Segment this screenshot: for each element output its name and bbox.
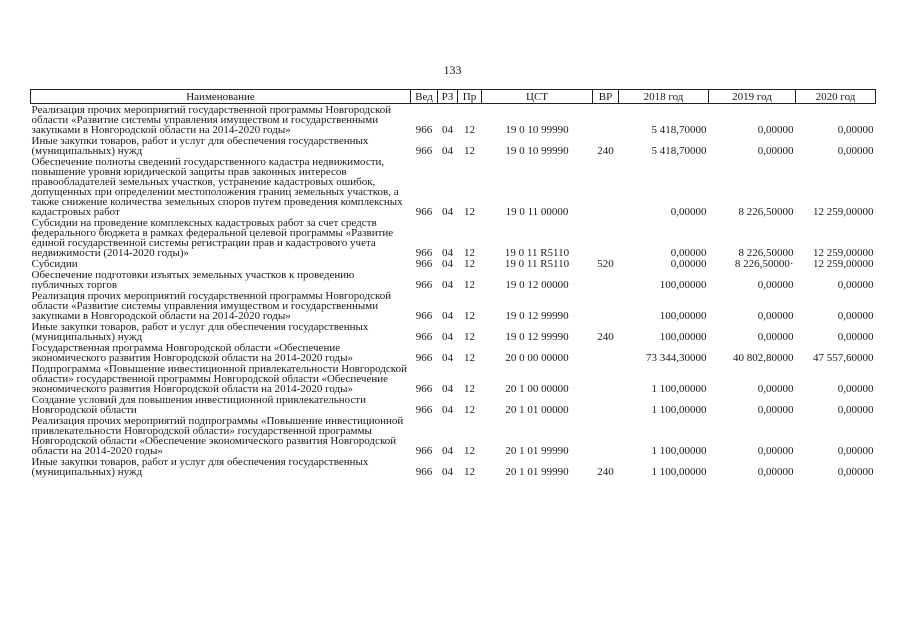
row-name: Иные закупки товаров, работ и услуг для обеспечения государственных (муниципальных) нужд — [31, 456, 369, 478]
row-rz: 04 — [442, 247, 453, 259]
row-rz: 04 — [442, 145, 453, 157]
row-ved: 966 — [415, 445, 433, 457]
row-rz: 04 — [442, 279, 453, 291]
row-rz: 04 — [442, 124, 453, 136]
row-2018: 0,00000 — [670, 206, 707, 218]
row-pr: 12 — [464, 383, 475, 395]
row-vr — [593, 104, 619, 136]
row-ved: 966 — [415, 247, 433, 259]
header-2019: 2019 год — [709, 90, 796, 104]
row-2018: 100,00000 — [659, 331, 707, 343]
row-2018: 1 100,00000 — [651, 404, 707, 416]
row-2018: 5 418,70000 — [651, 145, 707, 157]
row-vr — [593, 290, 619, 321]
row-2020: 0,00000 — [837, 310, 874, 322]
row-vr — [593, 394, 619, 415]
row-ved: 966 — [415, 383, 433, 395]
row-name: Реализация прочих мероприятий государственной программы Новгородской области «Развитие системы управления имуществом и государственными закупками в Новгородской области на 2014-2020 годы» — [31, 290, 392, 322]
row-rz: 04 — [442, 310, 453, 322]
table-header-row — [31, 90, 876, 104]
row-2019: 8 226,50000 — [738, 247, 794, 259]
row-rz: 04 — [442, 352, 453, 364]
page-number: 133 — [443, 63, 462, 77]
row-2019: 0,00000 — [757, 445, 794, 457]
row-ved: 966 — [415, 310, 433, 322]
row-pr: 12 — [464, 331, 475, 343]
row-rz: 04 — [442, 331, 453, 343]
row-pr: 12 — [464, 247, 475, 259]
row-ved: 966 — [415, 258, 433, 270]
row-vr — [593, 217, 619, 258]
row-cst: 20 0 00 00000 — [505, 352, 569, 364]
row-pr: 12 — [464, 279, 475, 291]
row-2020: 47 557,60000 — [813, 352, 874, 364]
row-cst: 19 0 12 99990 — [505, 331, 569, 343]
row-cst: 19 0 10 99990 — [505, 124, 569, 136]
row-ved: 966 — [415, 466, 433, 478]
row-name: Реализация прочих мероприятий подпрограммы «Повышение инвестиционной привлекательности Новгородской области» государственной программы Новгородской области «Обеспечение экономического развития Новгородской области на 2014-2020 годы» — [31, 415, 404, 457]
row-cst: 19 0 11 R5110 — [504, 247, 570, 259]
row-cst: 19 0 10 99990 — [505, 145, 569, 157]
row-2020: 0,00000 — [837, 404, 874, 416]
table-row — [31, 415, 876, 456]
row-2019: 0,00000 — [757, 383, 794, 395]
row-pr: 12 — [464, 310, 475, 322]
row-2018: 1 100,00000 — [651, 445, 707, 457]
row-2019: 8 226,50000· — [734, 258, 794, 270]
row-rz: 04 — [442, 383, 453, 395]
table-row — [31, 258, 876, 269]
header-2020: 2020 год — [796, 90, 876, 104]
budget-table — [30, 89, 876, 477]
row-vr: 520 — [597, 258, 614, 270]
row-2019: 0,00000 — [757, 404, 794, 416]
row-2020: 0,00000 — [837, 331, 874, 343]
row-2019: 8 226,50000 — [738, 206, 794, 218]
row-2020: 12 259,00000 — [813, 247, 874, 259]
header-name: Наименование — [31, 90, 411, 104]
row-2020: 12 259,00000 — [813, 206, 874, 218]
row-2019: 0,00000 — [757, 310, 794, 322]
row-name: Иные закупки товаров, работ и услуг для обеспечения государственных (муниципальных) нужд — [31, 135, 369, 157]
row-vr — [593, 342, 619, 363]
row-2018: 1 100,00000 — [651, 383, 707, 395]
row-ved: 966 — [415, 145, 433, 157]
row-pr: 12 — [464, 404, 475, 416]
row-ved: 966 — [415, 352, 433, 364]
row-2018: 0,00000 — [670, 258, 707, 270]
row-name: Субсидии на проведение комплексных кадастровых работ за счет средств федерального бюджета в рамках федеральной целевой программы «Развитие единой государственной системы регистрации прав и кадастрового учета недвижимости (2014-2020 годы)» — [31, 217, 394, 259]
header-pr: Пр — [458, 90, 482, 104]
table-row — [31, 394, 876, 415]
table-row — [31, 290, 876, 321]
table-row — [31, 342, 876, 363]
row-cst: 19 0 12 99990 — [505, 310, 569, 322]
row-pr: 12 — [464, 258, 475, 270]
table-row — [31, 363, 876, 394]
row-pr: 12 — [464, 124, 475, 136]
row-2018: 100,00000 — [659, 310, 707, 322]
row-2019: 40 802,80000 — [733, 352, 794, 364]
row-pr: 12 — [464, 352, 475, 364]
row-vr — [593, 269, 619, 290]
row-cst: 20 1 01 00000 — [505, 404, 569, 416]
row-vr: 240 — [597, 466, 614, 478]
row-vr: 240 — [597, 331, 614, 343]
row-cst: 20 1 01 99990 — [505, 466, 569, 478]
row-2020: 0,00000 — [837, 445, 874, 457]
table-row — [31, 456, 876, 477]
row-2019: 0,00000 — [757, 124, 794, 136]
row-2019: 0,00000 — [757, 331, 794, 343]
row-ved: 966 — [415, 124, 433, 136]
row-cst: 19 0 12 00000 — [505, 279, 569, 291]
row-ved: 966 — [415, 206, 433, 218]
row-rz: 04 — [442, 445, 453, 457]
table-row — [31, 217, 876, 258]
row-pr: 12 — [464, 206, 475, 218]
header-rz: РЗ — [438, 90, 458, 104]
row-2018: 5 418,70000 — [651, 124, 707, 136]
row-ved: 966 — [415, 404, 433, 416]
row-ved: 966 — [415, 279, 433, 291]
row-2020: 0,00000 — [837, 145, 874, 157]
table-row — [31, 269, 876, 290]
table-row — [31, 135, 876, 156]
row-name: Субсидии — [31, 258, 78, 270]
table-row — [31, 156, 876, 217]
row-vr — [593, 363, 619, 394]
row-2018: 0,00000 — [670, 247, 707, 259]
row-2020: 12 259,00000 — [813, 258, 874, 270]
header-vr: ВР — [593, 90, 619, 104]
row-ved: 966 — [415, 331, 433, 343]
row-2020: 0,00000 — [837, 124, 874, 136]
row-rz: 04 — [442, 258, 453, 270]
header-2018: 2018 год — [619, 90, 709, 104]
row-name: Иные закупки товаров, работ и услуг для обеспечения государственных (муниципальных) нужд — [31, 321, 369, 343]
row-pr: 12 — [464, 466, 475, 478]
row-2020: 0,00000 — [837, 279, 874, 291]
row-2018: 1 100,00000 — [651, 466, 707, 478]
row-cst: 19 0 11 00000 — [505, 206, 569, 218]
table-body — [31, 104, 876, 478]
row-vr — [593, 415, 619, 456]
row-rz: 04 — [442, 466, 453, 478]
row-cst: 19 0 11 R5110 — [504, 258, 570, 270]
row-2020: 0,00000 — [837, 383, 874, 395]
row-2019: 0,00000 — [757, 145, 794, 157]
row-vr: 240 — [597, 145, 614, 157]
row-2018: 100,00000 — [659, 279, 707, 291]
row-rz: 04 — [442, 206, 453, 218]
row-name: Реализация прочих мероприятий государственной программы Новгородской области «Развитие системы управления имуществом и государственными закупками в Новгородской области на 2014-2020 годы» — [31, 104, 392, 136]
table-row — [31, 321, 876, 342]
row-pr: 12 — [464, 145, 475, 157]
row-2019: 0,00000 — [757, 466, 794, 478]
table-row — [31, 104, 876, 136]
row-name: Обеспечение полноты сведений государственного кадастра недвижимости, повышение уровня юридической защиты прав законных интересов правообладателей земельных участков, устранение кадастровых ошибок, допущенных при определении местоположения границ земельных участков, а также снижение количества земельных споров путем проведения комплексных кадастровых работ — [31, 156, 403, 218]
row-2019: 0,00000 — [757, 279, 794, 291]
row-pr: 12 — [464, 445, 475, 457]
row-name: Обеспечение подготовки изъятых земельных участков к проведению публичных торгов — [31, 269, 355, 291]
row-cst: 20 1 00 00000 — [505, 383, 569, 395]
header-ved: Вед — [411, 90, 438, 104]
header-cst: ЦСТ — [482, 90, 593, 104]
row-vr — [593, 156, 619, 217]
row-cst: 20 1 01 99990 — [505, 445, 569, 457]
row-name: Государственная программа Новгородской области «Обеспечение экономического развития Новгородской области на 2014-2020 годы» — [31, 342, 354, 364]
row-name: Подпрограмма «Повышение инвестиционной привлекательности Новгородской области» государственной программы Новгородской области «Обеспечение экономического развития Новгородской области на 2014-2020 годы» — [31, 363, 407, 395]
row-2018: 73 344,30000 — [646, 352, 707, 364]
row-2020: 0,00000 — [837, 466, 874, 478]
row-rz: 04 — [442, 404, 453, 416]
row-name: Создание условий для повышения инвестиционной привлекательности Новгородской области — [31, 394, 366, 416]
